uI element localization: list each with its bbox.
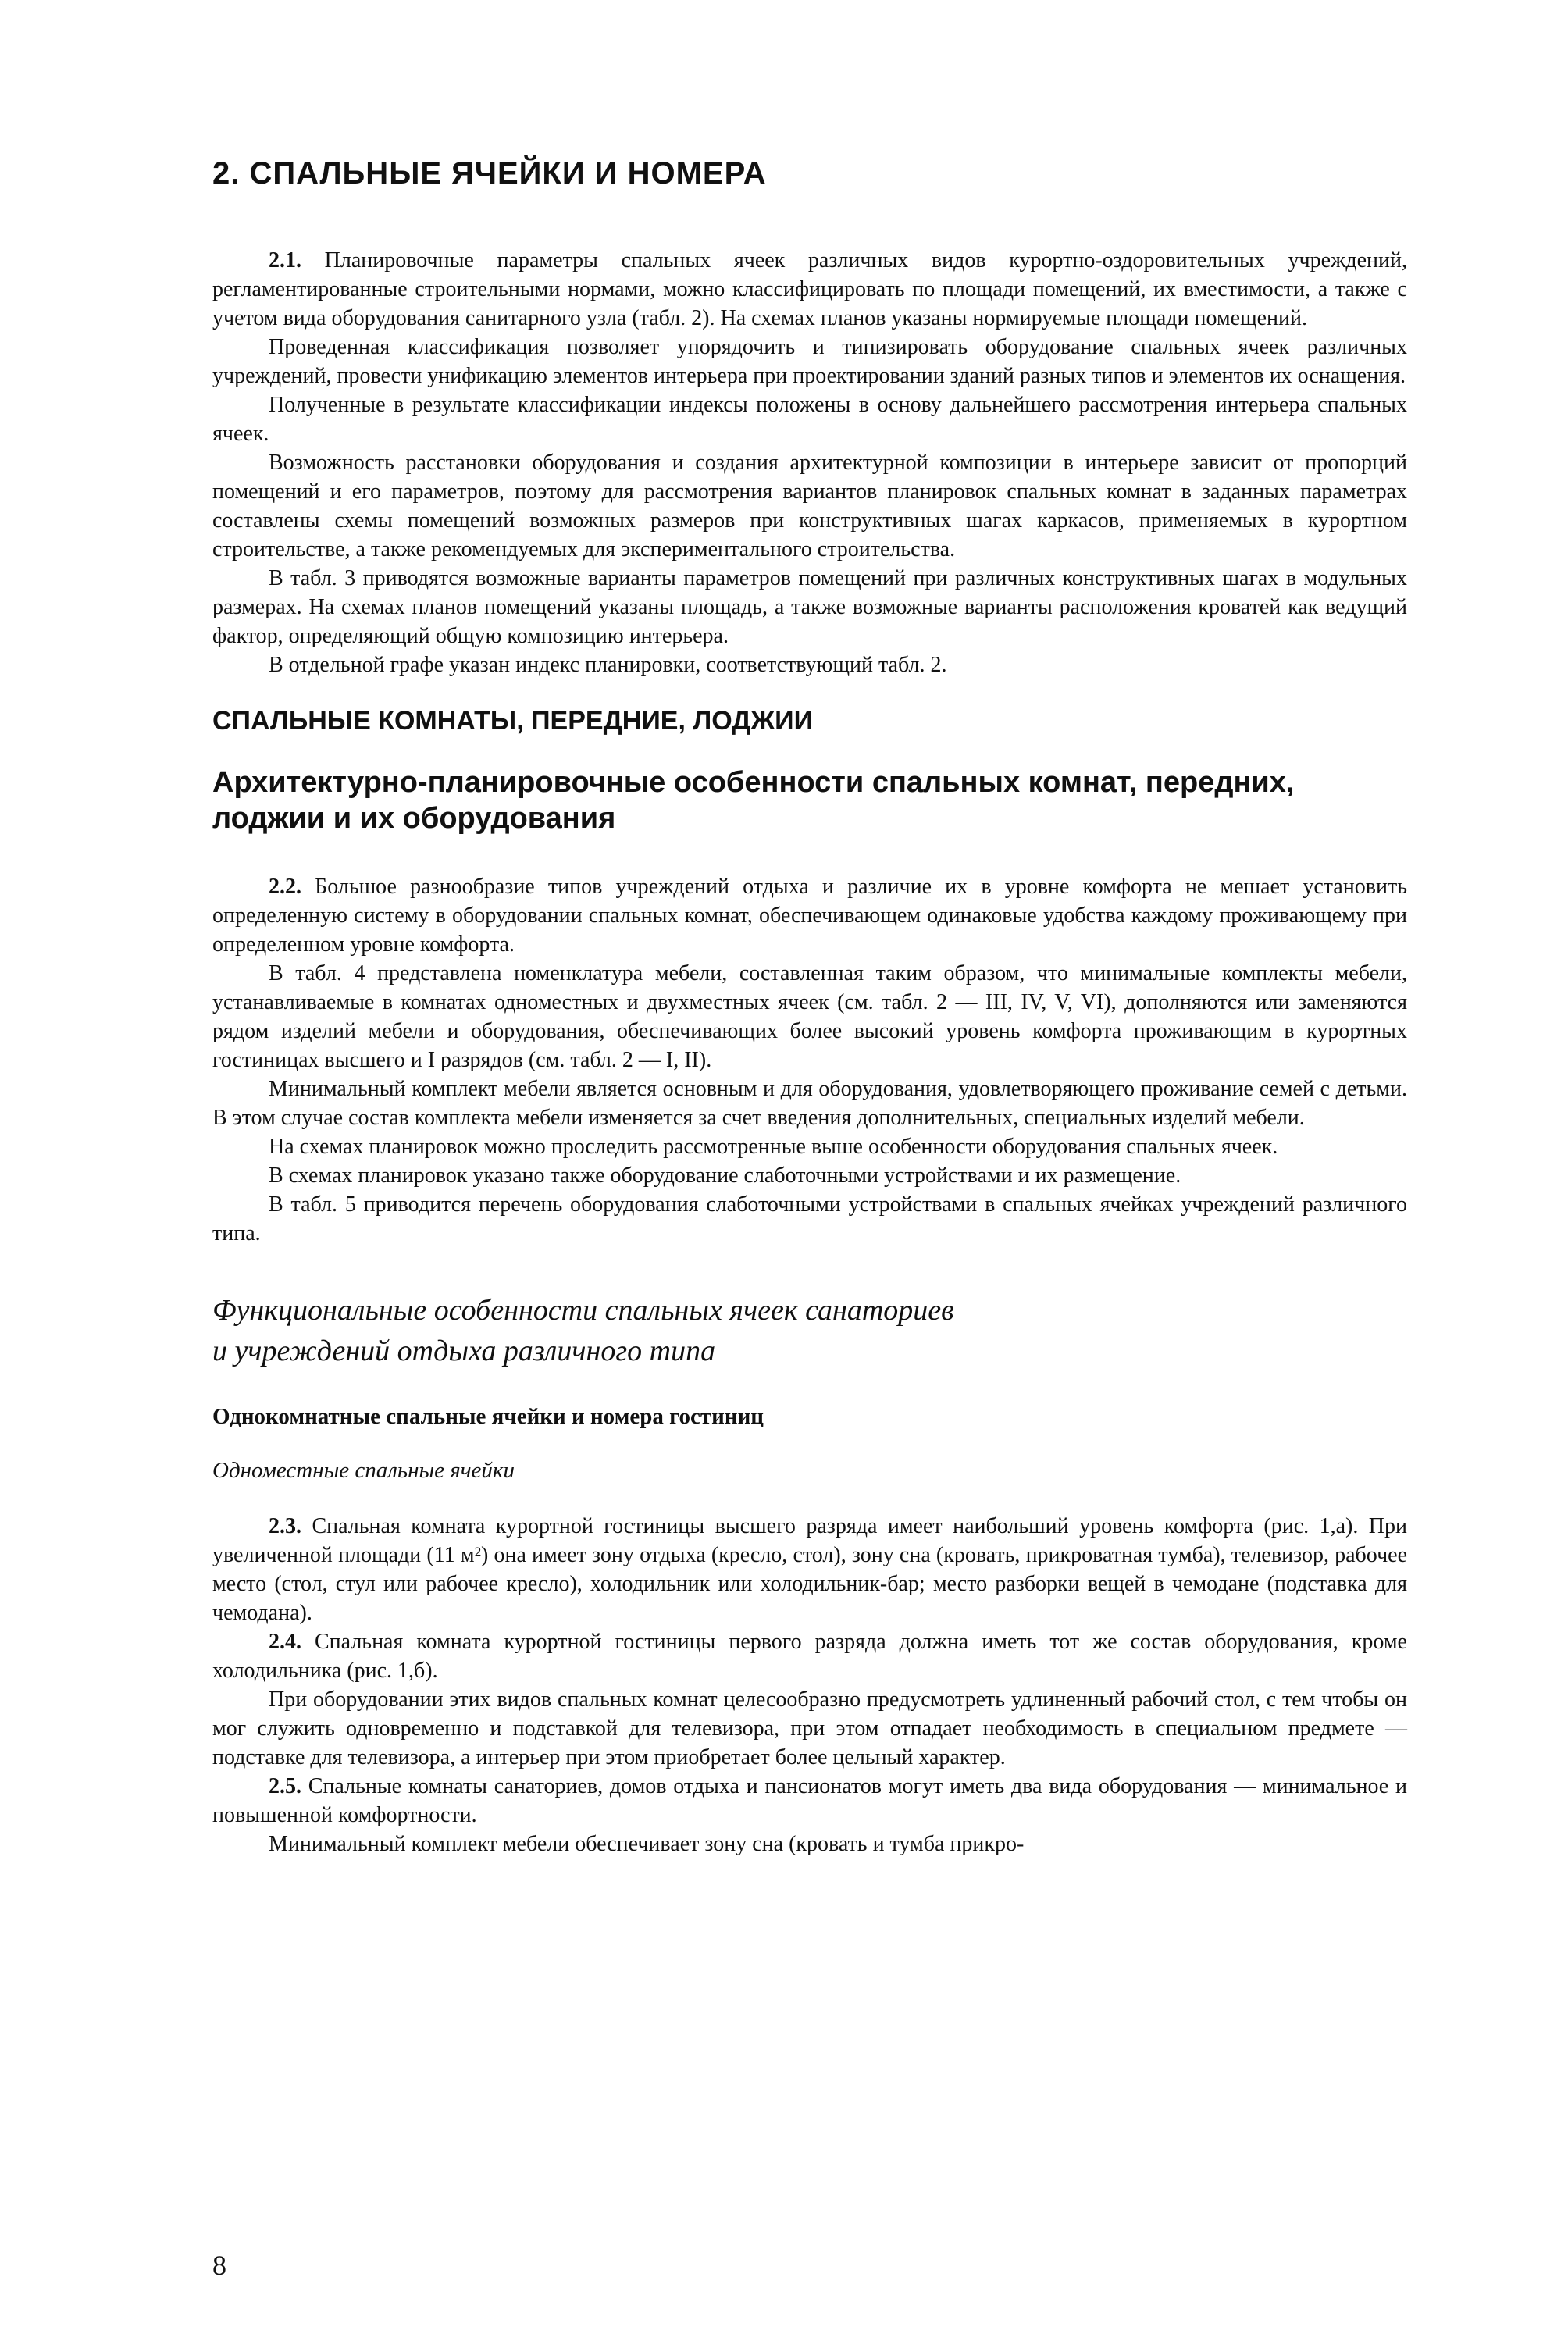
paragraph-text: Проведенная классификация позволяет упорядочить и типизировать оборудование спальных ячеек различных учреждений, провести унификацию элементов интерьера при проектировании зданий разных типов и элементов их оснащения. (212, 335, 1407, 388)
subsection-title: Архитектурно-планировочные особенности спальных комнат, передних, лоджии и их оборудования (212, 766, 1295, 835)
rooms-block (212, 872, 1407, 1248)
paragraph (212, 959, 1407, 1074)
paragraph (212, 1132, 1407, 1161)
paragraph-text: При оборудовании этих видов спальных комнат целесообразно предусмотреть удлиненный рабочий стол, с тем чтобы он мог служить одновременно и подставкой для телевизора, при этом отпадает необходимость в специальном предмете — подставке для телевизора, а интерьер при этом приобретает более цельный характер. (212, 1687, 1407, 1769)
paragraph (212, 872, 1407, 959)
paragraph-text: Полученные в результате классификации индексы положены в основу дальнейшего рассмотрения интерьера спальных ячеек. (212, 393, 1407, 446)
paragraph-number: 2.2. (269, 875, 301, 899)
paragraph (212, 333, 1407, 390)
paragraph-text: Минимальный комплект мебели является основным и для оборудования, удовлетворяющего проживание семей с детьми. В этом случае состав комплекта мебели изменяется за счет введения дополнительных, специальных изделий мебели. (212, 1077, 1407, 1130)
paragraph-number: 2.5. (269, 1774, 301, 1798)
section-title: СПАЛЬНЫЕ КОМНАТЫ, ПЕРЕДНИЕ, ЛОДЖИИ (212, 706, 814, 736)
single-rooms-block (212, 1512, 1407, 1858)
paragraph (212, 448, 1407, 564)
italic-heading: Одноместные спальные ячейки (212, 1458, 515, 1483)
italic-title-line: и учреждений отдыха различного типа (212, 1335, 716, 1367)
paragraph-number: 2.1. (269, 248, 301, 273)
paragraph-text: Спальные комнаты санаториев, домов отдыха и пансионатов могут иметь два вида оборудования — минимальное и повышенной комфортности. (212, 1774, 1407, 1827)
bold-heading: Однокомнатные спальные ячейки и номера гостиниц (212, 1404, 764, 1429)
italic-title-line: Функциональные особенности спальных ячеек санаториев (212, 1294, 954, 1327)
paragraph (212, 1512, 1407, 1627)
paragraph-text: Спальная комната курортной гостиницы первого разряда должна иметь тот же состав оборудования, кроме холодильника (рис. 1,б). (212, 1630, 1407, 1683)
paragraph (212, 1161, 1407, 1190)
paragraph-text: В отдельной графе указан индекс планировки, соответствующий табл. 2. (269, 653, 947, 677)
intro-block (212, 246, 1407, 679)
paragraph-text: Минимальный комплект мебели обеспечивает зону сна (кровать и тумба прикро- (269, 1832, 1025, 1856)
paragraph (212, 246, 1407, 333)
paragraph (212, 390, 1407, 448)
paragraph-text: Возможность расстановки оборудования и создания архитектурной композиции в интерьере зависит от пропорций помещений и его параметров, поэтому для рассмотрения вариантов планировок спальных комнат в заданных параметрах составлены схемы помещений возможных размеров при конструктивных шагах каркасов, применяемых в курортном строительстве, а также рекомендуемых для экспериментального строительства. (212, 451, 1407, 561)
chapter-title: 2. СПАЛЬНЫЕ ЯЧЕЙКИ И НОМЕРА (212, 156, 767, 191)
paragraph-number: 2.3. (269, 1514, 301, 1538)
page-content (212, 156, 1407, 1858)
paragraph-text: Планировочные параметры спальных ячеек различных видов курортно-оздоровительных учреждений, регламентированные строительными нормами, можно классифицировать по площади помещений, их вместимости, а также с учетом вида оборудования санитарного узла (табл. 2). На схемах планов указаны нормируемые площади помещений. (212, 248, 1407, 330)
page-number: 8 (212, 2250, 226, 2281)
paragraph (212, 1627, 1407, 1685)
paragraph (212, 650, 1407, 679)
paragraph-text: В табл. 5 приводится перечень оборудования слаботочными устройствами в спальных ячейках учреждений различного типа. (212, 1192, 1407, 1245)
paragraph-number: 2.4. (269, 1630, 301, 1654)
paragraph-text: Спальная комната курортной гостиницы высшего разряда имеет наибольший уровень комфорта (рис. 1,а). При увеличенной площади (11 м²) она имеет зону отдыха (кресло, стол), зону сна (кровать, прикроватная тумба), телевизор, рабочее место (стол, стул или рабочее кресло), холодильник или холодильник-бар; место разборки вещей в чемодане (подставка для чемодана). (212, 1514, 1407, 1625)
paragraph (212, 1074, 1407, 1132)
paragraph (212, 1190, 1407, 1248)
paragraph-text: В табл. 4 представлена номенклатура мебели, составленная таким образом, что минимальные комплекты мебели, устанавливаемые в комнатах одноместных и двухместных ячеек (см. табл. 2 — III, IV, V, VI), дополняются или заменяются рядом изделий мебели и оборудования, обеспечивающих более высокий уровень комфорта проживающим в курортных гостиницах высшего и I разрядов (см. табл. 2 — I, II). (212, 961, 1407, 1072)
italic-section-title (212, 1290, 1407, 1371)
paragraph-text: Большое разнообразие типов учреждений отдыха и различие их в уровне комфорта не мешает установить определенную систему в оборудовании спальных комнат, обеспечивающем одинаковые удобства каждому проживающему при определенном уровне комфорта. (212, 875, 1407, 957)
paragraph (212, 1685, 1407, 1772)
paragraph-text: На схемах планировок можно проследить рассмотренные выше особенности оборудования спальных ячеек. (269, 1135, 1278, 1159)
paragraph (212, 1830, 1407, 1858)
paragraph (212, 564, 1407, 650)
paragraph (212, 1772, 1407, 1830)
paragraph-text: В схемах планировок указано также оборудование слаботочными устройствами и их размещение. (269, 1164, 1181, 1188)
paragraph-text: В табл. 3 приводятся возможные варианты параметров помещений при различных конструктивных шагах в модульных размерах. На схемах планов помещений указаны площадь, а также возможные варианты расположения кроватей как ведущий фактор, определяющий общую композицию интерьера. (212, 566, 1407, 648)
